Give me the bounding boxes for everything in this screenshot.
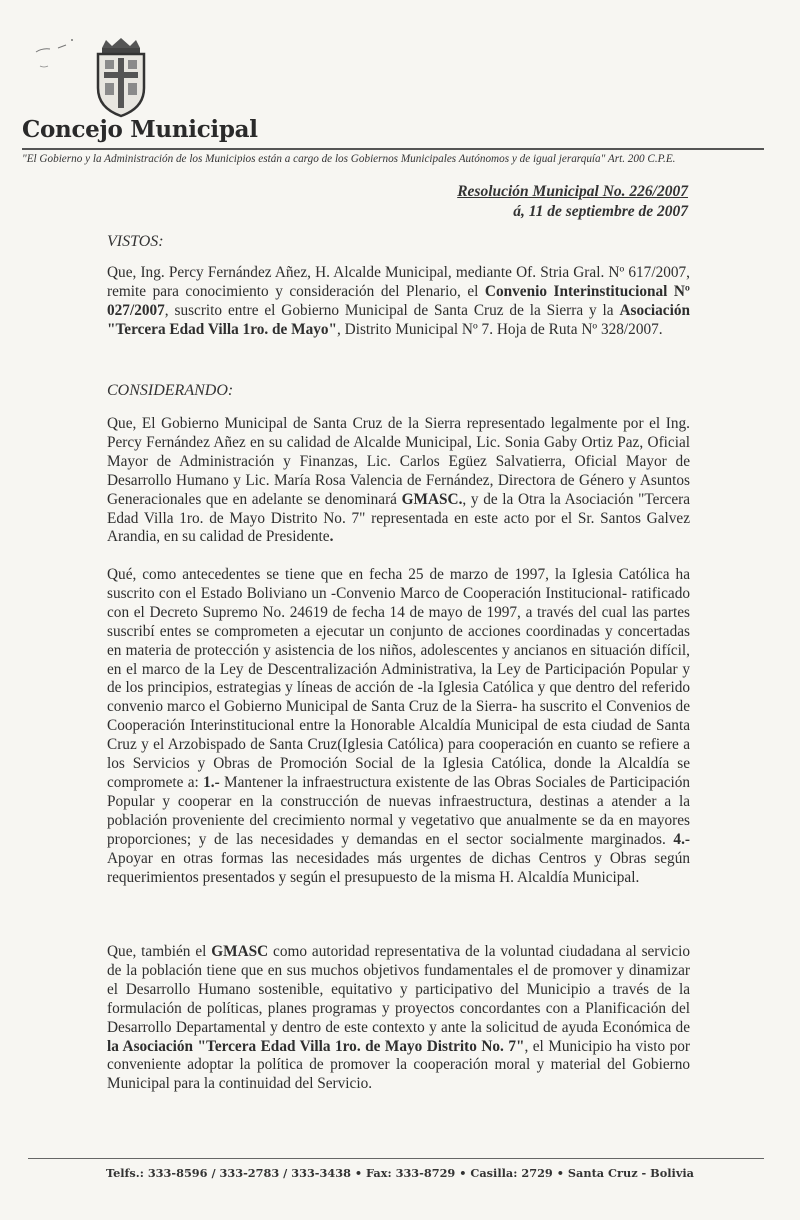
- text-run: como autoridad representativa de la voluntad ciudadana al servicio de la población tiene que en sus muchos objetivos fundamentales el de promover y dinamizar el Desarrollo Humano sostenible, equitativo y participativo del Municipio a través de la formulación de políticas, planes programas y proyectos concordantes con a Planificación del Desarrollo Departamental y dentro de este contexto y ante la solicitud de ayuda Económica de: [107, 943, 690, 1036]
- footer-contact: Telfs.: 333-8596 / 333-2783 / 333-3438 • Fax: 333-8729 • Casilla: 2729 • Santa Cruz - Bolivia: [105, 1166, 695, 1180]
- pen-scribble-marks: [28, 30, 88, 80]
- header-divider: [22, 148, 764, 150]
- resolution-date: á, 11 de septiembre de 2007: [513, 203, 688, 220]
- considerando-paragraph-1: [107, 415, 690, 547]
- text-run: , y de la Otra la Asociación "Tercera Edad Villa 1ro. de Mayo Distrito No. 7" representada en este acto por el Sr. Santos Galvez Arandia, en su calidad de Presidente: [107, 490, 690, 546]
- text-run-bold: la Asociación "Tercera Edad Villa 1ro. de Mayo Distrito No. 7": [107, 1037, 525, 1055]
- organization-name: Concejo Municipal: [22, 116, 258, 143]
- text-run-bold: Asociación "Tercera Edad Villa 1ro. de Mayo": [107, 301, 690, 338]
- text-run: , suscrito entre el Gobierno Municipal de Santa Cruz de la Sierra y la: [164, 301, 620, 319]
- considerando-paragraph-3: [107, 943, 690, 1094]
- text-run: , el Municipio ha visto por conveniente adoptar la política de promover la cooperación moral y material del Gobierno Municipal para la continuidad del Servicio.: [107, 1037, 690, 1093]
- considerando-paragraph-2: [107, 566, 690, 887]
- text-run: , Distrito Municipal Nº 7. Hoja de Ruta Nº 328/2007.: [337, 320, 663, 338]
- footer-divider: [28, 1158, 764, 1159]
- text-run: Apoyar en otras formas las necesidades más urgentes de dichas Centros y Obras según requerimientos presentados y según el presupuesto de la misma H. Alcaldía Municipal.: [107, 849, 690, 886]
- resolution-block: [457, 182, 688, 222]
- resolution-number: Resolución Municipal No. 226/2007: [457, 183, 688, 200]
- header-motto: "El Gobierno y la Administración de los Municipios están a cargo de los Gobiernos Municipales Autónomos y de igual jerarquía" Art. 200 C.P.E.: [22, 153, 676, 165]
- text-run-bold: GMASC.: [401, 490, 463, 508]
- text-run-bold: 4.-: [673, 830, 690, 848]
- vistos-paragraph: [107, 264, 690, 340]
- vistos-heading: VISTOS:: [107, 233, 164, 250]
- municipal-crest-icon: [90, 38, 152, 118]
- text-run-bold: .: [329, 528, 334, 546]
- text-run-bold: GMASC: [211, 943, 269, 960]
- text-run: Que, El Gobierno Municipal de Santa Cruz de la Sierra representado legalmente por el Ing. Percy Fernández Añez en su calidad de Alcalde Municipal, Lic. Sonia Gaby Ortiz Paz, Oficial Mayor de Administración y Finanzas, Lic. Carlos Egüez Salvatierra, Oficial Mayor de Desarrollo Humano y Lic. María Rosa Valencia de Fernández, Directora de Género y Asuntos Generacionales que en adelante se denominará: [107, 415, 690, 508]
- considerando-heading: CONSIDERANDO:: [107, 382, 234, 399]
- text-run: Que, Ing. Percy Fernández Añez, H. Alcalde Municipal, mediante Of. Stria Gral. Nº 617/2007, remite para conocimiento y consideración del Plenario, el: [107, 264, 690, 300]
- text-run: Mantener la infraestructura existente de las Obras Sociales de Participación Popular y cooperar en la construcción de nuevas infraestructura, destinas a atender a la población proveniente del crecimiento normal y vegetativo que anualmente se da en mayores proporciones; y de las necesidades y demandas en el sector socialmente marginados.: [107, 773, 690, 848]
- text-run: Que, también el: [107, 943, 212, 960]
- text-run: Qué, como antecedentes se tiene que en fecha 25 de marzo de 1997, la Iglesia Católica ha suscrito con el Estado Boliviano un -Convenio Marco de Cooperación Institucional- ratificado con el Decreto Supremo No. 24619 de fecha 14 de mayo de 1997, a través del cual las partes suscribí entes se comprometen a ejecutar un conjunto de acciones coordinadas y concertadas en materia de protección y asistencia de los niños, adolescentes y ancianos en situación difícil, en el marco de la Ley de Descentralización Administrativa, la Ley de Participación Popular y de los principios, estrategias y líneas de acción de -la Iglesia Católica y que dentro del referido convenio marco el Gobierno Municipal de Santa Cruz de la Sierra- ha suscrito el Convenios de Cooperación Interinstitucional entre la Honorable Alcaldía Municipal de esta ciudad de Santa Cruz y el Arzobispado de Santa Cruz(Iglesia Católica) para cooperación en cuanto se refiere a los Servicios y Obras de Promoción Social de la Iglesia Católica, donde la Alcaldía se compromete a:: [107, 566, 690, 791]
- text-run-bold: Convenio Interinstitucional Nº 027/2007: [107, 282, 690, 319]
- text-run-bold: 1.-: [203, 773, 220, 791]
